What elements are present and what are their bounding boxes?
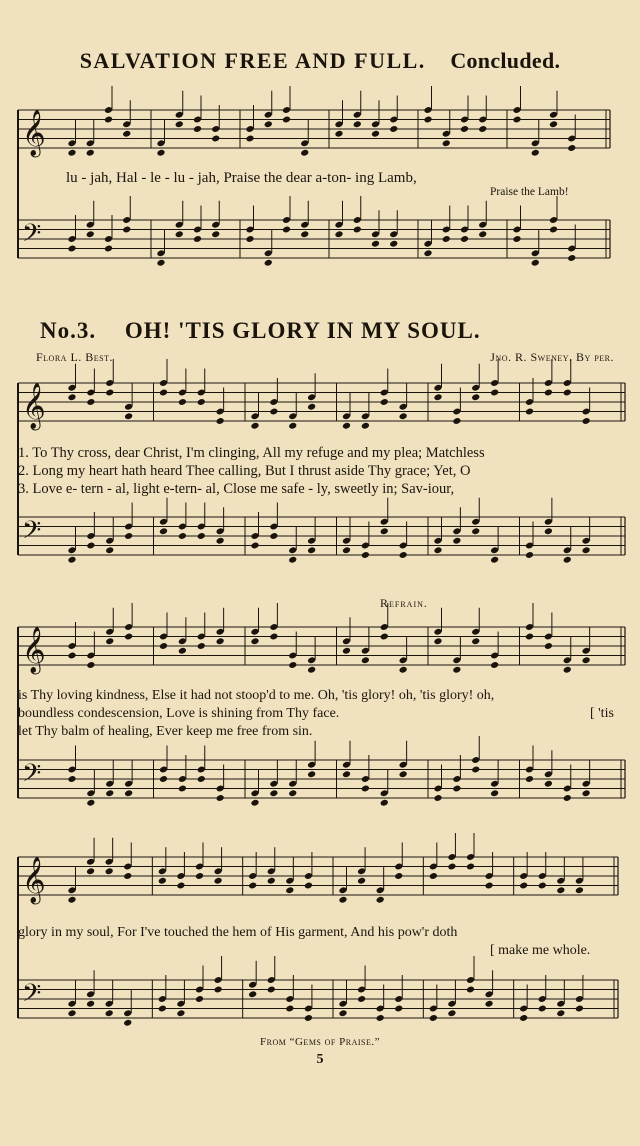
- note-head: [544, 780, 553, 788]
- note-head: [442, 235, 451, 243]
- note-head: [394, 1005, 403, 1013]
- note-head: [216, 794, 225, 802]
- verse-line-1-3: 3. Love e- tern - al, light e-tern- al, Close me safe - ly, sweetly in; Sav-iour,: [18, 481, 455, 497]
- note-head: [250, 799, 259, 807]
- note-head: [563, 666, 572, 674]
- note-head: [86, 230, 95, 238]
- note-head: [531, 259, 540, 267]
- note-head: [512, 235, 521, 243]
- note-head: [158, 877, 167, 885]
- note-head: [124, 532, 133, 540]
- note-head: [267, 986, 276, 994]
- note-head: [490, 789, 499, 797]
- note-head: [159, 775, 168, 783]
- treble-clef-icon: 𝄞: [22, 857, 46, 903]
- note-head: [67, 775, 76, 783]
- note-head: [288, 661, 297, 669]
- note-head: [214, 986, 223, 994]
- bass-clef-icon: 𝄢: [22, 219, 42, 254]
- note-head: [338, 896, 347, 904]
- note-head: [307, 666, 316, 674]
- note-head: [452, 537, 461, 545]
- note-head: [216, 537, 225, 545]
- refrain-lyric: glory in my soul, For I've touched the hem of His garment, And his pow'r doth: [18, 925, 458, 940]
- note-head: [563, 794, 572, 802]
- note-head: [285, 886, 294, 894]
- note-head: [178, 647, 187, 655]
- note-head: [178, 398, 187, 406]
- note-head: [357, 995, 366, 1003]
- note-head: [433, 546, 442, 554]
- note-head: [216, 637, 225, 645]
- note-head: [288, 789, 297, 797]
- note-head: [549, 226, 558, 234]
- note-head: [563, 556, 572, 564]
- refrain-label: Refrain.: [380, 596, 428, 610]
- first-song-lyric: lu - jah, Hal - le - lu - jah, Praise the dear a-ton- ing Lamb,: [66, 170, 417, 186]
- note-head: [380, 633, 389, 641]
- note-head: [86, 799, 95, 807]
- note-head: [567, 254, 576, 262]
- note-head: [549, 120, 558, 128]
- note-head: [267, 877, 276, 885]
- page-number: 5: [316, 1052, 324, 1067]
- note-head: [211, 230, 220, 238]
- note-head: [211, 135, 220, 143]
- treble-clef-icon: 𝄞: [22, 110, 46, 156]
- note-head: [159, 527, 168, 535]
- treble-clef-icon: 𝄞: [22, 627, 46, 673]
- note-head: [264, 259, 273, 267]
- note-head: [269, 633, 278, 641]
- note-head: [342, 647, 351, 655]
- note-head: [176, 1009, 185, 1017]
- note-head: [452, 785, 461, 793]
- note-head: [490, 556, 499, 564]
- note-head: [105, 637, 114, 645]
- note-head: [442, 139, 451, 147]
- hymn-composer: Jno. R. Sweney. By per.: [490, 350, 614, 364]
- note-head: [380, 799, 389, 807]
- note-head: [353, 120, 362, 128]
- note-head: [158, 1005, 167, 1013]
- note-head: [86, 661, 95, 669]
- note-head: [556, 886, 565, 894]
- note-head: [67, 245, 76, 253]
- note-head: [334, 130, 343, 138]
- note-head: [471, 637, 480, 645]
- note-head: [245, 135, 254, 143]
- note-head: [575, 886, 584, 894]
- note-head: [342, 546, 351, 554]
- note-head: [447, 1009, 456, 1017]
- note-head: [307, 403, 316, 411]
- note-head: [490, 661, 499, 669]
- source-credit: From “Gems of Praise.”: [260, 1036, 380, 1048]
- note-head: [376, 896, 385, 904]
- note-head: [485, 882, 494, 890]
- note-head: [371, 240, 380, 248]
- note-head: [361, 785, 370, 793]
- note-head: [67, 393, 76, 401]
- note-head: [105, 1009, 114, 1017]
- note-head: [304, 882, 313, 890]
- note-head: [478, 125, 487, 133]
- note-head: [195, 995, 204, 1003]
- note-head: [193, 235, 202, 243]
- note-head: [67, 652, 76, 660]
- note-head: [67, 149, 76, 157]
- note-head: [214, 877, 223, 885]
- note-head: [282, 226, 291, 234]
- note-head: [264, 120, 273, 128]
- note-head: [307, 770, 316, 778]
- note-head: [159, 642, 168, 650]
- hymn-author: Flora L. Best.: [36, 350, 114, 364]
- continued-song-subtitle: Concluded.: [450, 48, 561, 73]
- note-head: [307, 546, 316, 554]
- note-head: [423, 116, 432, 124]
- refrain-lyric-end: [ make me whole.: [490, 943, 591, 958]
- note-head: [525, 775, 534, 783]
- hymn-title: [40, 318, 481, 344]
- note-head: [178, 785, 187, 793]
- note-head: [380, 527, 389, 535]
- note-head: [176, 882, 185, 890]
- hymn-number: No.3.: [40, 318, 97, 343]
- note-head: [582, 546, 591, 554]
- note-head: [452, 666, 461, 674]
- note-head: [389, 125, 398, 133]
- note-head: [124, 412, 133, 420]
- note-head: [197, 775, 206, 783]
- note-head: [582, 417, 591, 425]
- note-head: [429, 1014, 438, 1022]
- note-head: [105, 867, 114, 875]
- note-head: [460, 235, 469, 243]
- note-head: [86, 867, 95, 875]
- note-head: [544, 389, 553, 397]
- note-head: [269, 408, 278, 416]
- note-head: [282, 116, 291, 124]
- note-head: [122, 226, 131, 234]
- note-head: [389, 240, 398, 248]
- continued-song-title: SALVATION FREE AND FULL.: [79, 48, 426, 73]
- note-head: [399, 551, 408, 559]
- note-head: [122, 130, 131, 138]
- note-head: [525, 551, 534, 559]
- note-head: [556, 1009, 565, 1017]
- note-head: [512, 116, 521, 124]
- note-head: [525, 633, 534, 641]
- note-head: [67, 896, 76, 904]
- note-head: [269, 532, 278, 540]
- note-head: [342, 422, 351, 430]
- note-head: [471, 766, 480, 774]
- note-head: [371, 130, 380, 138]
- note-head: [123, 872, 132, 880]
- note-head: [86, 1000, 95, 1008]
- note-head: [544, 527, 553, 535]
- note-head: [300, 230, 309, 238]
- note-head: [195, 872, 204, 880]
- note-head: [304, 1014, 313, 1022]
- note-head: [104, 116, 113, 124]
- note-head: [575, 1005, 584, 1013]
- note-head: [466, 986, 475, 994]
- note-head: [124, 789, 133, 797]
- note-head: [175, 230, 184, 238]
- note-head: [399, 770, 408, 778]
- note-head: [245, 235, 254, 243]
- note-head: [519, 882, 528, 890]
- note-head: [104, 245, 113, 253]
- note-head: [531, 149, 540, 157]
- note-head: [429, 872, 438, 880]
- verse-line-1-2: 2. Long my heart hath heard Thee calling, But I thrust aside Thy grace; Yet, O: [18, 463, 471, 479]
- note-head: [399, 666, 408, 674]
- note-head: [525, 408, 534, 416]
- note-head: [86, 149, 95, 157]
- note-head: [288, 422, 297, 430]
- note-head: [123, 1019, 132, 1027]
- note-head: [216, 417, 225, 425]
- note-head: [563, 389, 572, 397]
- note-head: [156, 149, 165, 157]
- tis-fragment: [ 'tis: [590, 706, 614, 721]
- note-head: [197, 532, 206, 540]
- note-head: [538, 1005, 547, 1013]
- hymn-title-text: OH! 'TIS GLORY IN MY SOUL.: [124, 318, 481, 343]
- note-head: [478, 230, 487, 238]
- verse-line-2-3: let Thy balm of healing, Ever keep me free from sin.: [18, 724, 313, 739]
- verse-line-2-1: is Thy loving kindness, Else it had not stoop'd to me. Oh, 'tis glory! oh, 'tis glory! oh,: [18, 688, 495, 703]
- verse-line-1-1: 1. To Thy cross, dear Christ, I'm clinging, All my refuge and my plea; Matchless: [18, 445, 485, 461]
- note-head: [433, 794, 442, 802]
- note-head: [361, 656, 370, 664]
- note-head: [544, 642, 553, 650]
- note-head: [485, 1000, 494, 1008]
- note-head: [538, 882, 547, 890]
- note-head: [178, 532, 187, 540]
- note-head: [519, 1014, 528, 1022]
- note-head: [197, 398, 206, 406]
- note-head: [86, 542, 95, 550]
- note-head: [582, 656, 591, 664]
- note-head: [361, 422, 370, 430]
- note-head: [447, 863, 456, 871]
- note-head: [433, 393, 442, 401]
- note-head: [285, 1005, 294, 1013]
- note-head: [250, 422, 259, 430]
- note-head: [105, 389, 114, 397]
- note-head: [250, 637, 259, 645]
- continued-song-header: [0, 48, 640, 74]
- first-song-echo-lyric: Praise the Lamb!: [490, 186, 569, 198]
- verse-line-2-2: boundless condescension, Love is shining from Thy face.: [18, 706, 340, 721]
- note-head: [567, 144, 576, 152]
- note-head: [86, 398, 95, 406]
- note-head: [105, 789, 114, 797]
- note-head: [197, 642, 206, 650]
- note-head: [394, 872, 403, 880]
- note-head: [248, 990, 257, 998]
- note-head: [193, 125, 202, 133]
- note-head: [380, 398, 389, 406]
- note-head: [250, 542, 259, 550]
- note-head: [105, 546, 114, 554]
- note-head: [423, 249, 432, 257]
- bass-clef-icon: 𝄢: [22, 516, 42, 551]
- note-head: [156, 259, 165, 267]
- note-head: [399, 412, 408, 420]
- note-head: [159, 389, 168, 397]
- note-head: [288, 556, 297, 564]
- note-head: [248, 882, 257, 890]
- note-head: [342, 770, 351, 778]
- note-head: [582, 789, 591, 797]
- note-head: [376, 1014, 385, 1022]
- note-head: [433, 637, 442, 645]
- note-head: [357, 877, 366, 885]
- note-head: [466, 863, 475, 871]
- note-head: [67, 556, 76, 564]
- note-head: [334, 230, 343, 238]
- note-head: [67, 1009, 76, 1017]
- bass-clef-icon: 𝄢: [22, 979, 42, 1014]
- note-head: [353, 226, 362, 234]
- note-head: [269, 789, 278, 797]
- note-head: [361, 551, 370, 559]
- treble-clef-icon: 𝄞: [22, 383, 46, 429]
- note-head: [471, 393, 480, 401]
- note-head: [300, 149, 309, 157]
- note-head: [452, 417, 461, 425]
- note-head: [490, 389, 499, 397]
- note-head: [338, 1009, 347, 1017]
- note-head: [175, 120, 184, 128]
- bass-clef-icon: 𝄢: [22, 759, 42, 794]
- note-head: [460, 125, 469, 133]
- note-head: [471, 527, 480, 535]
- note-head: [124, 633, 133, 641]
